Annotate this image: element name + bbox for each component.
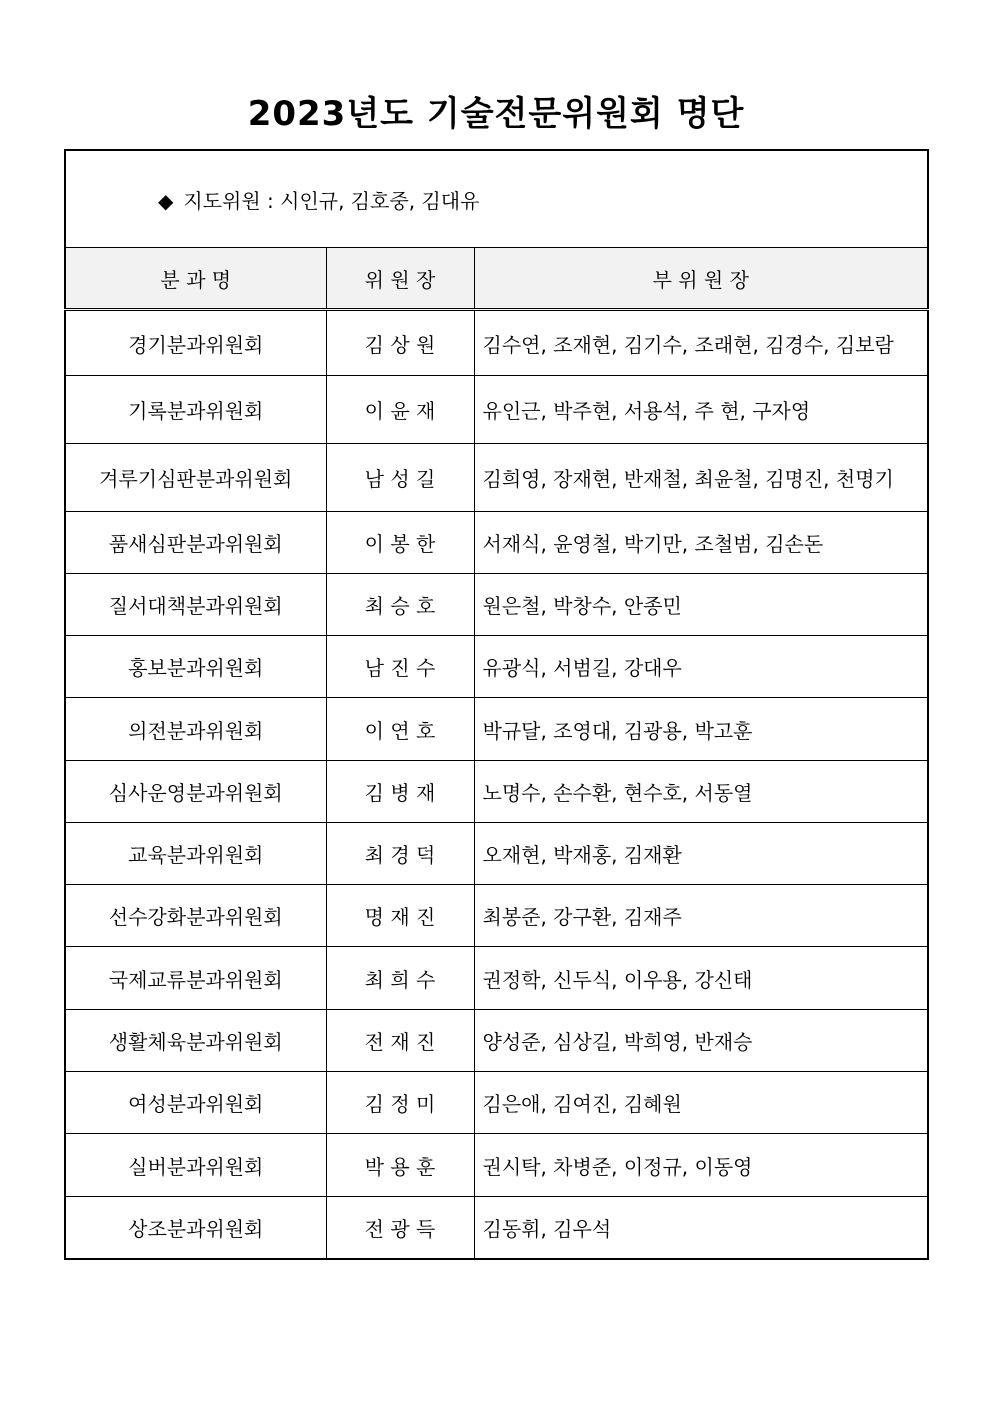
table-row: [65, 761, 928, 823]
chair-name-cell: 남 성 길: [326, 444, 474, 512]
vice-chairs-cell: 김동휘, 김우석: [474, 1197, 928, 1259]
committee-table: [64, 149, 929, 1260]
header-committee: 분 과 명: [65, 248, 326, 310]
table-row: [65, 1010, 928, 1072]
chair-name-cell: 이 윤 재: [326, 376, 474, 444]
vice-chairs-cell: 서재식, 윤영철, 박기만, 조철범, 김손돈: [474, 512, 928, 574]
table-row: [65, 310, 928, 376]
header-vice: 부 위 원 장: [474, 248, 928, 310]
vice-chairs-cell: 최봉준, 강구환, 김재주: [474, 885, 928, 947]
vice-chairs-cell: 김희영, 장재현, 반재철, 최윤철, 김명진, 천명기: [474, 444, 928, 512]
chair-name-cell: 최 경 덕: [326, 823, 474, 885]
vice-chairs-cell: 유인근, 박주현, 서용석, 주 현, 구자영: [474, 376, 928, 444]
header-chair: 위 원 장: [326, 248, 474, 310]
chair-name-cell: 김 상 원: [326, 310, 474, 376]
chair-name-cell: 김 병 재: [326, 761, 474, 823]
table-body: [65, 310, 928, 1259]
committee-name-cell: 경기분과위원회: [65, 310, 326, 376]
committee-name-cell: 교육분과위원회: [65, 823, 326, 885]
advisor-cell: [65, 150, 928, 248]
table-row: [65, 512, 928, 574]
table-row: [65, 574, 928, 636]
chair-name-cell: 이 연 호: [326, 698, 474, 761]
chair-name-cell: 최 승 호: [326, 574, 474, 636]
committee-name-cell: 기록분과위원회: [65, 376, 326, 444]
vice-chairs-cell: 권정학, 신두식, 이우용, 강신태: [474, 947, 928, 1010]
committee-name-cell: 심사운영분과위원회: [65, 761, 326, 823]
vice-chairs-cell: 오재현, 박재홍, 김재환: [474, 823, 928, 885]
committee-name-cell: 홍보분과위원회: [65, 636, 326, 698]
vice-chairs-cell: 양성준, 심상길, 박희영, 반재승: [474, 1010, 928, 1072]
committee-name-cell: 생활체육분과위원회: [65, 1010, 326, 1072]
chair-name-cell: 최 희 수: [326, 947, 474, 1010]
chair-name-cell: 김 정 미: [326, 1072, 474, 1134]
table-row: [65, 885, 928, 947]
table-row: [65, 698, 928, 761]
table-row: [65, 1134, 928, 1197]
table-row: [65, 947, 928, 1010]
advisor-text: 지도위원 : 시인규, 김호중, 김대유: [183, 188, 480, 213]
table-row: [65, 444, 928, 512]
committee-name-cell: 질서대책분과위원회: [65, 574, 326, 636]
committee-name-cell: 실버분과위원회: [65, 1134, 326, 1197]
chair-name-cell: 전 재 진: [326, 1010, 474, 1072]
table-row: [65, 1072, 928, 1134]
vice-chairs-cell: 노명수, 손수환, 현수호, 서동열: [474, 761, 928, 823]
vice-chairs-cell: 김은애, 김여진, 김혜원: [474, 1072, 928, 1134]
chair-name-cell: 이 봉 한: [326, 512, 474, 574]
committee-name-cell: 상조분과위원회: [65, 1197, 326, 1259]
table-row: [65, 1197, 928, 1259]
vice-chairs-cell: 원은철, 박창수, 안종민: [474, 574, 928, 636]
committee-name-cell: 의전분과위원회: [65, 698, 326, 761]
vice-chairs-cell: 권시탁, 차병준, 이정규, 이동영: [474, 1134, 928, 1197]
committee-name-cell: 품새심판분과위원회: [65, 512, 326, 574]
vice-chairs-cell: 김수연, 조재현, 김기수, 조래현, 김경수, 김보람: [474, 310, 928, 376]
committee-name-cell: 겨루기심판분과위원회: [65, 444, 326, 512]
table-header-row: [65, 248, 928, 310]
committee-name-cell: 여성분과위원회: [65, 1072, 326, 1134]
diamond-bullet-icon: ◆: [158, 188, 174, 213]
committee-name-cell: 선수강화분과위원회: [65, 885, 326, 947]
table-row: [65, 376, 928, 444]
page-title: 2023년도 기술전문위원회 명단: [247, 94, 745, 134]
advisor-row: [65, 150, 928, 248]
chair-name-cell: 남 진 수: [326, 636, 474, 698]
vice-chairs-cell: 유광식, 서범길, 강대우: [474, 636, 928, 698]
chair-name-cell: 명 재 진: [326, 885, 474, 947]
table-row: [65, 823, 928, 885]
committee-name-cell: 국제교류분과위원회: [65, 947, 326, 1010]
table-row: [65, 636, 928, 698]
chair-name-cell: 전 광 득: [326, 1197, 474, 1259]
vice-chairs-cell: 박규달, 조영대, 김광용, 박고훈: [474, 698, 928, 761]
chair-name-cell: 박 용 훈: [326, 1134, 474, 1197]
